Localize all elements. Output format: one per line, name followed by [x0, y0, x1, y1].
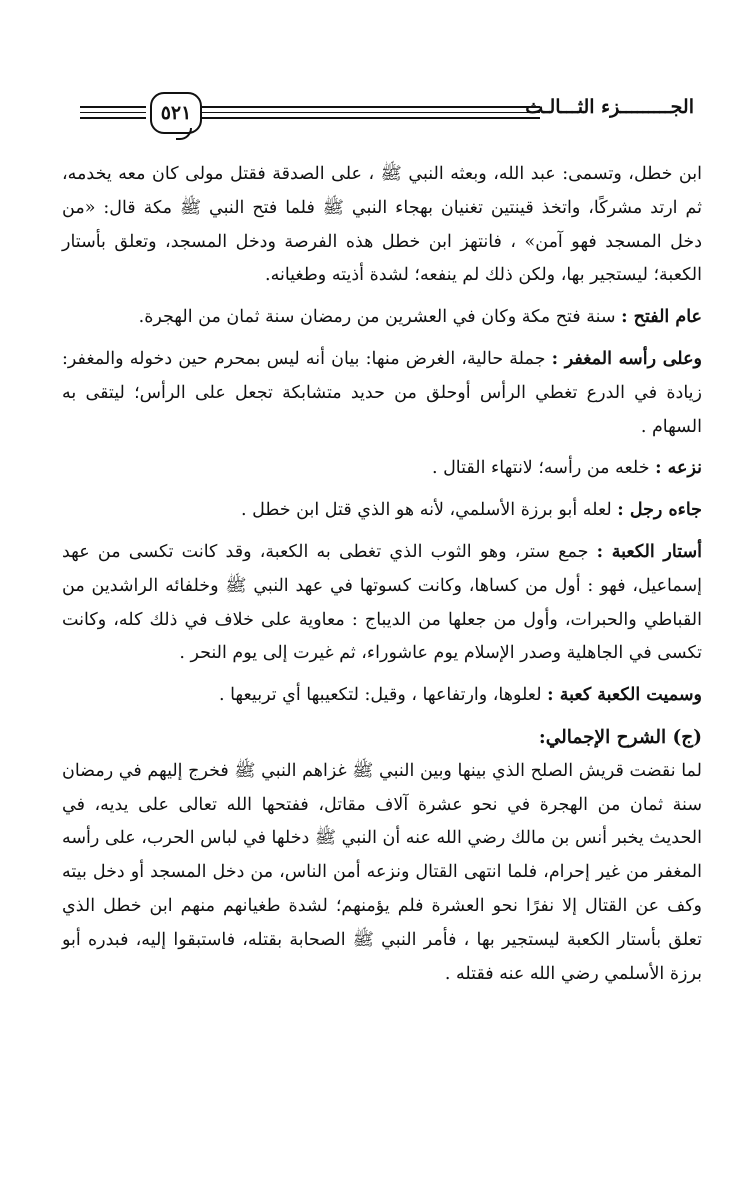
body-text [62, 158, 702, 991]
badge-ornament [176, 128, 192, 140]
term-label: جاءه رجل : [617, 500, 702, 521]
paragraph-summary: لما نقضت قريش الصلح الذي بينها وبين النبي ﷺ غزاهم النبي ﷺ فخرج إليهم في رمضان سنة ثمان من الهجرة في نحو عشرة آلاف مقاتل، ففتحها الله تعالى على يديه، في الحديث يخبر أنس بن مالك رضي الله عنه أن النبي ﷺ دخلها في لباس الحرب، على رأسه المغفر من غير إحرام، فلما انتهى القتال ونزعه أمن الناس، من دخل المسجد أو دخل بيته وكف عن القتال إلا نفرًا نحو العشرة فلم يؤمنهم؛ لشدة طغيانهم منهم ابن خطل الذي تعلق بأستار الكعبة ليستجير بها ، فأمر النبي ﷺ الصحابة بقتله، فاستبقوا إليه، فبدره أبو برزة الأسلمي رضي الله عنه فقتله . [62, 760, 702, 984]
page-number: ٥٢١ [160, 102, 192, 124]
paragraph-definition [62, 494, 702, 528]
header-rule [80, 106, 146, 108]
paragraph-definition [62, 452, 702, 486]
term-text: لعله أبو برزة الأسلمي، لأنه هو الذي قتل ابن خطل . [241, 500, 618, 521]
header-rule [80, 112, 146, 113]
term-text: سنة فتح مكة وكان في العشرين من رمضان سنة ثمان من الهجرة. [138, 307, 622, 328]
paragraph-definition [62, 301, 702, 335]
term-label: عام الفتح : [621, 307, 702, 328]
term-label: نزعه : [655, 458, 702, 479]
term-label: وعلى رأسه المغفر : [551, 348, 702, 369]
term-text: جمع ستر، وهو الثوب الذي تغطى به الكعبة، وقد كانت تكسى من عهد إسماعيل، فهو : أول من كساها، وكانت كسوتها في عهد النبي ﷺ وخلفائه الراشدين من القباطي والحبرات، وأول من جعلها من الديباج : معاوية على خلاف في ذلك كله، وكانت تكسى في الجاهلية وصدر الإسلام يوم عاشوراء، ثم غيرت إلى يوم النحر . [62, 541, 703, 664]
term-text: جملة حالية، الغرض منها: بيان أنه ليس بمحرم حين دخوله والمغفر: زيادة في الدرع تغطي الرأس أوحلق من حديد متشابكة تجعل على الرأس؛ ليتقى به السهام . [62, 348, 702, 437]
paragraph-intro: ابن خطل، وتسمى: عبد الله، وبعثه النبي ﷺ ، على الصدقة فقتل مولى كان معه يخدمه، ثم ارتد مشركًا، واتخذ قينتين تغنيان بهجاء النبي ﷺ فلما فتح النبي ﷺ مكة قال: «من دخل المسجد فهو آمن» ، فانتهز ابن خطل هذه الفرصة ودخل المسجد، وتعلق بأستار الكعبة؛ ليستجير بها، ولكن ذلك لم ينفعه؛ لشدة أذيته وطغيانه. [62, 164, 702, 286]
header-rule [200, 106, 540, 108]
paragraph-definition [62, 536, 702, 671]
header-rule [80, 117, 146, 119]
term-label: أستار الكعبة : [596, 541, 703, 562]
paragraph-definition [62, 343, 702, 444]
part-title: الجـــــــــزء الثـــالـث [525, 96, 694, 118]
header-rule [200, 117, 540, 119]
paragraph-definition [62, 679, 702, 713]
section-heading: (ج) الشرح الإجمالي: [538, 726, 702, 748]
term-label: وسميت الكعبة كعبة : [547, 685, 702, 706]
term-text: خلعه من رأسه؛ لانتهاء القتال . [431, 458, 656, 479]
term-text: لعلوها، وارتفاعها ، وقيل: لتكعيبها أي تربيعها . [218, 685, 548, 706]
header-rule [200, 112, 540, 113]
running-header [80, 92, 700, 152]
